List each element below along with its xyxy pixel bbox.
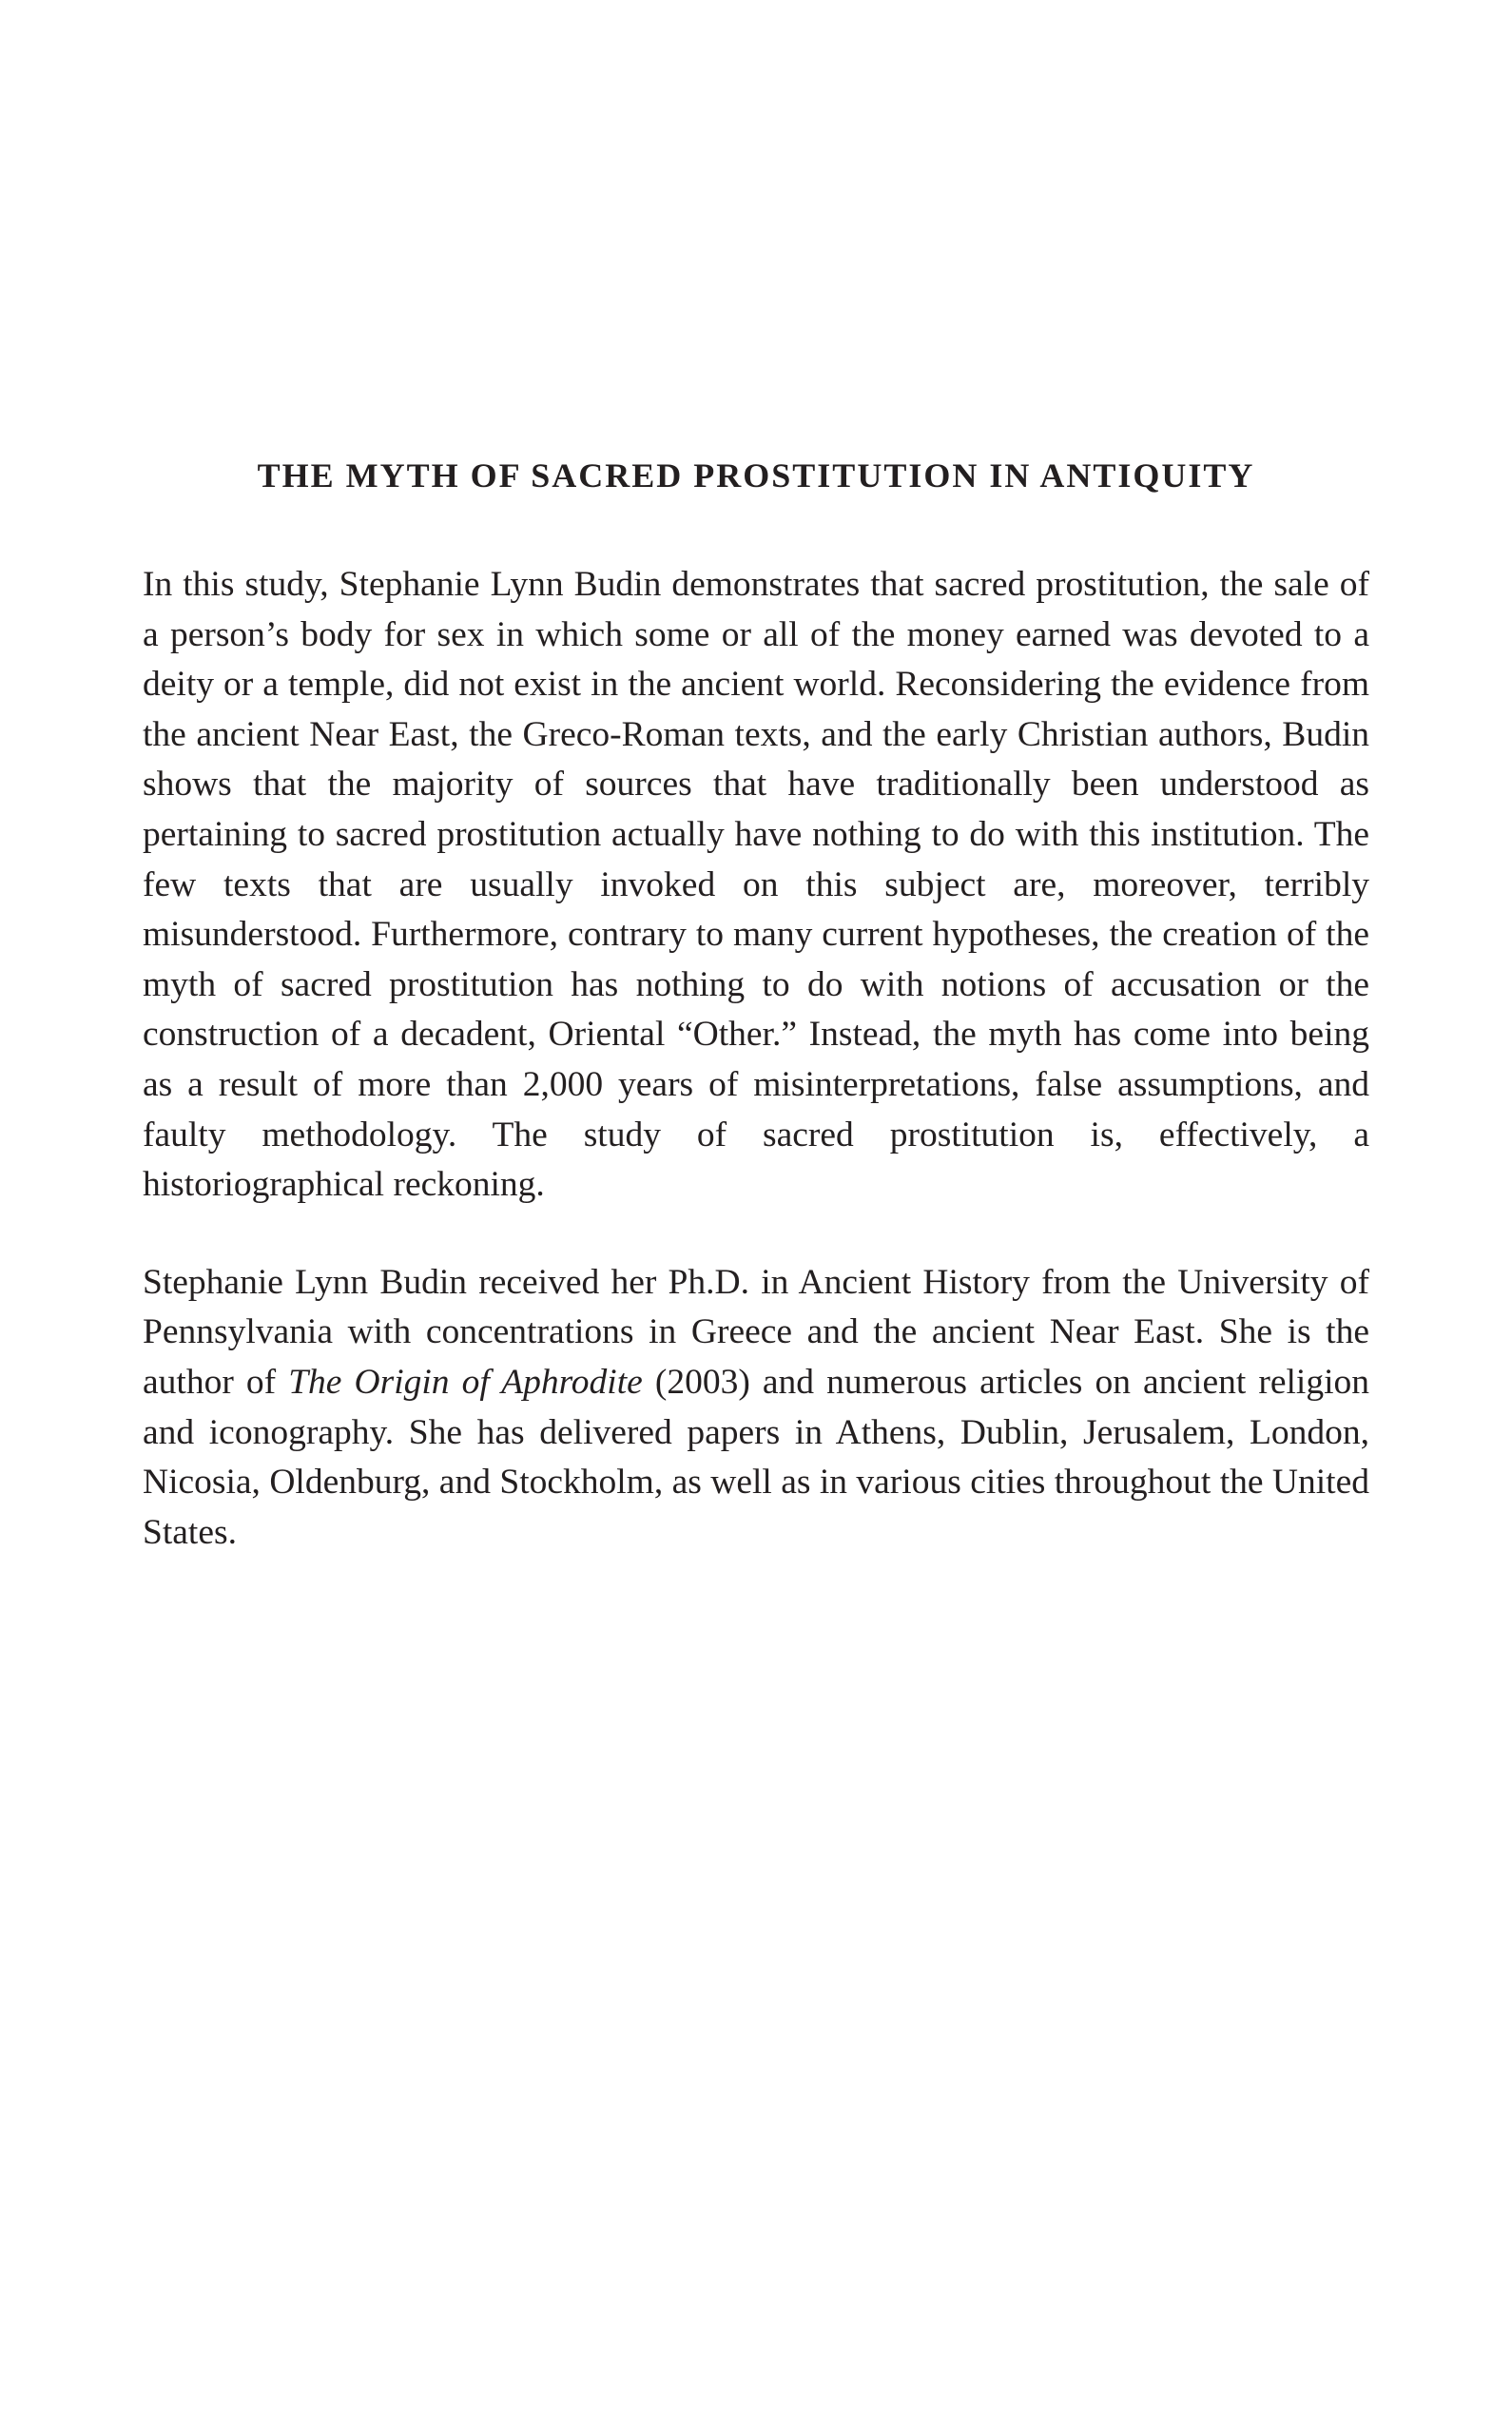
bio-text-before-book: Stephanie Lynn Budin received her Ph.D. in Ancient History from the University of Pennsylvania with concentrations in Greece and the ancient Near East. She is the author of xyxy=(143,1262,1369,1402)
book-title-heading: THE MYTH OF SACRED PROSTITUTION IN ANTIQUITY xyxy=(257,456,1255,495)
book-page xyxy=(143,452,1369,1558)
author-bio-paragraph xyxy=(143,1258,1369,1559)
bio-book-title: The Origin of Aphrodite xyxy=(288,1362,643,1402)
summary-paragraph: In this study, Stephanie Lynn Budin demonstrates that sacred prostitution, the sale of a person’s body for sex in which some or all of the money earned was devoted to a deity or a temple, did not exist in the ancient world. Reconsidering the evidence from the ancient Near East, the Greco-Roman texts, and the early Christian authors, Budin shows that the majority of sources that have traditionally been understood as pertaining to sacred prostitution actually have nothing to do with this institution. The few texts that are usually invoked on this subject are, moreover, terribly misunderstood. Furthermore, contrary to many current hypotheses, the creation of the myth of sacred prostitution has nothing to do with notions of accusation or the construction of a decadent, Oriental “Other.” Instead, the myth has come into being as a result of more than 2,000 years of misinterpretations, false assumptions, and faulty methodology. The study of sacred prostitution is, effectively, a historiographical reckoning. xyxy=(143,565,1369,1205)
bio-text-after-book: (2003) and numerous articles on ancient religion and iconography. She has delivered papers in Athens, Dublin, Jerusalem, London, Nicosia, Oldenburg, and Stockholm, as well as in various cities throughout the United States. xyxy=(143,1362,1370,1552)
